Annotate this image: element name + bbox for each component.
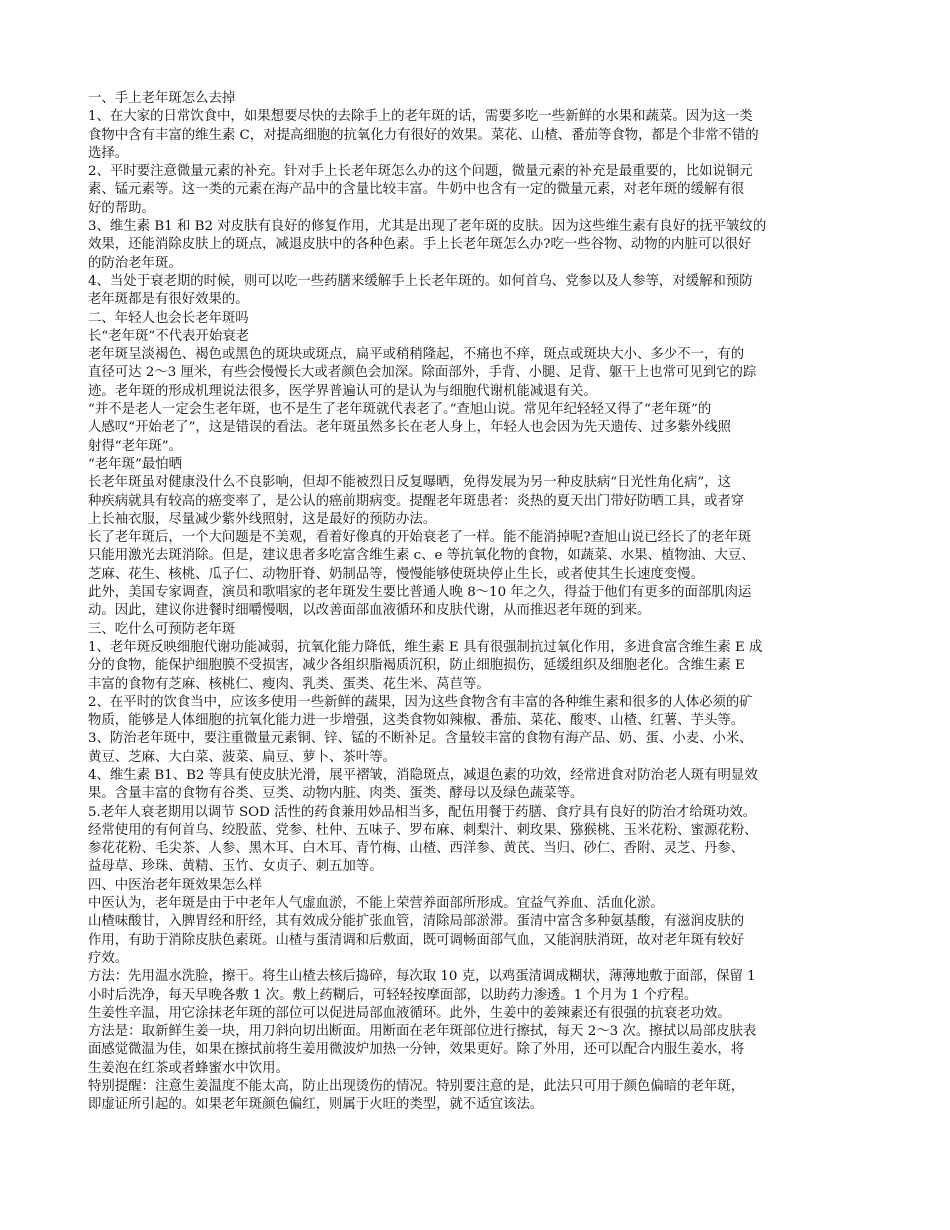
text-line: 中医认为，老年斑是由于中老年人气虚血淤，不能上荣营养面部所形成。宜益气养血、活血化淤。 [88,896,664,912]
text-line: 2、平时要注意微量元素的补充。针对手上长老年斑怎么办的这个问题，微量元素的补充是最重要的，比如说铜元 [88,164,753,180]
text-line: 迹。老年斑的形成机理说法很多，医学界普遍认可的是认为与细胞代谢机能减退有关。 [88,383,597,399]
text-line: 三、吃什么可预防老年斑 [88,621,236,637]
text-line: 面感觉微温为佳，如果在擦拭前将生姜用微波炉加热一分钟，效果更好。除了外用，还可以配合内服生姜水，将 [88,1042,745,1058]
text-line: 参花花粉、毛尖茶、人参、黑木耳、白木耳、青竹梅、山楂、西洋参、黄芪、当归、砂仁、香附、灵芝、丹参、 [88,841,745,857]
text-line: 分的食物，能保护细胞膜不受损害，减少各组织脂褐质沉积，防止细胞损伤，延缓组织及细胞老化。含维生素 E [88,658,745,674]
text-line: 特别提醒：注意生姜温度不能太高，防止出现烫伤的情况。特别要注意的是，此法只可用于颜色偏暗的老年斑， [88,1079,745,1095]
text-line: 长老年斑虽对健康没什么不良影响，但却不能被烈日反复曝晒，免得发展为另一种皮肤病“日光性角化病”，这 [88,475,732,491]
text-line: 即虚证所引起的。如果老年斑颜色偏红，则属于火旺的类型，就不适宜该法。 [88,1097,544,1113]
text-line: 山楂味酸甘，入脾胃经和肝经，其有效成分能扩张血管，清除局部淤滞。蛋清中富含多种氨基酸，有滋润皮肤的 [88,914,745,930]
text-line: 长了老年斑后，一个大问题是不美观，看着好像真的开始衰老了一样。能不能消掉呢?查旭山说已经长了的老年斑 [88,530,752,546]
text-line: 上长袖衣服，尽量减少紫外线照射，这是最好的预防办法。 [88,511,437,527]
text-line: 人感叹“开始老了”，这是错误的看法。老年斑虽然多长在老人身上，年轻人也会因为先天遗传、过多紫外线照 [88,420,732,436]
text-line: 3、防治老年斑中，要注重微量元素铜、锌、锰的不断补足。含量较丰富的食物有海产品、奶、蛋、小麦、小米、 [88,731,753,747]
text-line: 芝麻、花生、核桃、瓜子仁、动物肝脊、奶制品等，慢慢能够使斑块停止生长，或者使其生长速度变慢。 [88,566,704,582]
text-line: 直径可达 2～3 厘米，有些会慢慢长大或者颜色会加深。除面部外，手背、小腿、足背、躯干上也常可见到它的踪 [88,365,757,381]
text-line: 射得“老年斑”。 [88,438,183,454]
text-line: 好的帮助。 [88,200,155,216]
text-line: 一、手上老年斑怎么去掉 [88,91,236,106]
text-line: 2、在平时的饮食当中，应该多使用一些新鲜的蔬果，因为这些食物含有丰富的各种维生素和很多的人体必须的矿 [88,694,753,710]
text-line: 物质，能够是人体细胞的抗氧化能力进一步增强，这类食物如辣椒、番茄、菜花、酸枣、山楂、红薯、芋头等。 [88,713,745,729]
text-line: 果。含量丰富的食物有谷类、豆类、动物内脏、肉类、蛋类、酵母以及绿色蔬菜等。 [88,786,584,802]
text-line: 经常使用的有何首乌、绞股蓝、党参、杜仲、五味子、罗布麻、刺梨汁、刺玫果、猕猴桃、玉米花粉、蜜源花粉、 [88,822,758,838]
text-line: 种疾病就具有较高的癌变率了，是公认的癌前期病变。提醒老年斑患者：炎热的夏天出门带好防晒工具，或者穿 [88,493,745,509]
text-line: 1、老年斑反映细胞代谢功能减弱，抗氧化能力降低，维生素 E 具有很强制抗过氧化作用，多进食富含维生素 E 成 [88,639,763,655]
text-line: 的防治老年斑。 [88,255,182,271]
text-line: 长“老年斑”不代表开始衰老 [88,328,249,344]
text-line: 食物中含有丰富的维生素 C，对提高细胞的抗氧化力有很好的效果。菜花、山楂、番茄等食物，都是个非常不错的 [88,127,759,143]
text-line: 作用，有助于消除皮肤色素斑。山楂与蛋清调和后敷面，既可调畅面部气血，又能润肤消斑，故对老年斑有较好 [88,932,745,948]
text-line: 4、当处于衰老期的时候，则可以吃一些药膳来缓解手上长老年斑的。如何首乌、党参以及人参等，对缓解和预防 [88,273,753,289]
text-line: 素、锰元素等。这一类的元素在海产品中的含量比较丰富。牛奶中也含有一定的微量元素，对老年斑的缓解有很 [88,182,745,198]
text-line: 老年斑呈淡褐色、褐色或黑色的斑块或斑点，扁平或稍稍隆起，不痛也不痒，斑点或斑块大小、多少不一，有的 [88,347,745,363]
text-line: 黄豆、芝麻、大白菜、菠菜、扁豆、萝卜、茶叶等。 [88,749,396,765]
text-line: 效果，还能消除皮肤上的斑点，减退皮肤中的各种色素。手上长老年斑怎么办?吃一些谷物、动物的内脏可以很好 [88,237,752,253]
text-line: 二、年轻人也会长老年斑吗 [88,310,249,326]
text-line: 4、维生素 B1、B2 等具有使皮肤光滑，展平褶皱，消隐斑点，减退色素的功效，经常进食对防治老人斑有明显效 [88,767,758,783]
text-line: 生姜性辛温，用它涂抹老年斑的部位可以促进局部血液循环。此外，生姜中的姜辣素还有很强的抗衰老功效。 [88,1005,731,1021]
text-line: 3、维生素 B1 和 B2 对皮肤有良好的修复作用，尤其是出现了老年斑的皮肤。因为这些维生素有良好的抚平皱纹的 [88,219,767,235]
text-line: 选择。 [88,145,129,161]
text-line: 动。因此，建议你进餐时细嚼慢咽，以改善面部血液循环和皮肤代谢，从而推迟老年斑的到来。 [88,603,651,619]
text-line: 丰富的食物有芝麻、核桃仁、瘦肉、乳类、蛋类、花生米、莴苣等。 [88,676,490,692]
text-line: “老年斑”最怕晒 [88,456,183,472]
document-body [88,90,862,1115]
text-line: 益母草、珍珠、黄精、玉竹、女贞子、刺五加等。 [88,859,383,875]
text-line: 小时后洗净，每天早晚各敷 1 次。敷上药糊后，可轻轻按摩面部，以助药力渗透。1 个月为 1 个疗程。 [88,987,698,1003]
text-line: “并不是老人一定会生老年斑，也不是生了老年斑就代表老了。”查旭山说。常见年纪轻轻又得了“老年斑”的 [88,402,712,418]
text-line: 1、在大家的日常饮食中，如果想要尽快的去除手上的老年斑的话，需要多吃一些新鲜的水果和蔬菜。因为这一类 [88,109,753,125]
text-line: 5.老年人衰老期用以调节 SOD 活性的药食兼用妙品相当多，配伍用餐于药膳、食疗具有良好的防治才给斑功效。 [88,804,757,820]
text-line: 生姜泡在红茶或者蜂蜜水中饮用。 [88,1060,289,1076]
text-line: 方法是：取新鲜生姜一块，用刀斜向切出断面。用断面在老年斑部位进行擦拭，每天 2～3 次。擦拭以局部皮肤表 [88,1024,757,1040]
text-line: 方法：先用温水洗脸，擦干。将生山楂去核后捣碎，每次取 10 克，以鸡蛋清调成糊状，薄薄地敷于面部，保留 1 [88,969,756,985]
text-line: 老年斑都是有很好效果的。 [88,292,249,308]
text-line: 疗效。 [88,950,129,966]
text-line: 此外，美国专家调查，演员和歌唱家的老年斑发生要比普通人晚 8～10 年之久，得益于他们有更多的面部肌肉运 [88,585,752,601]
text-line: 只能用激光去斑消除。但是，建议患者多吃富含维生素 c、e 等抗氧化物的食物，如蔬菜、水果、植物油、大豆、 [88,548,755,564]
text-line: 四、中医治老年斑效果怎么样 [88,877,263,893]
